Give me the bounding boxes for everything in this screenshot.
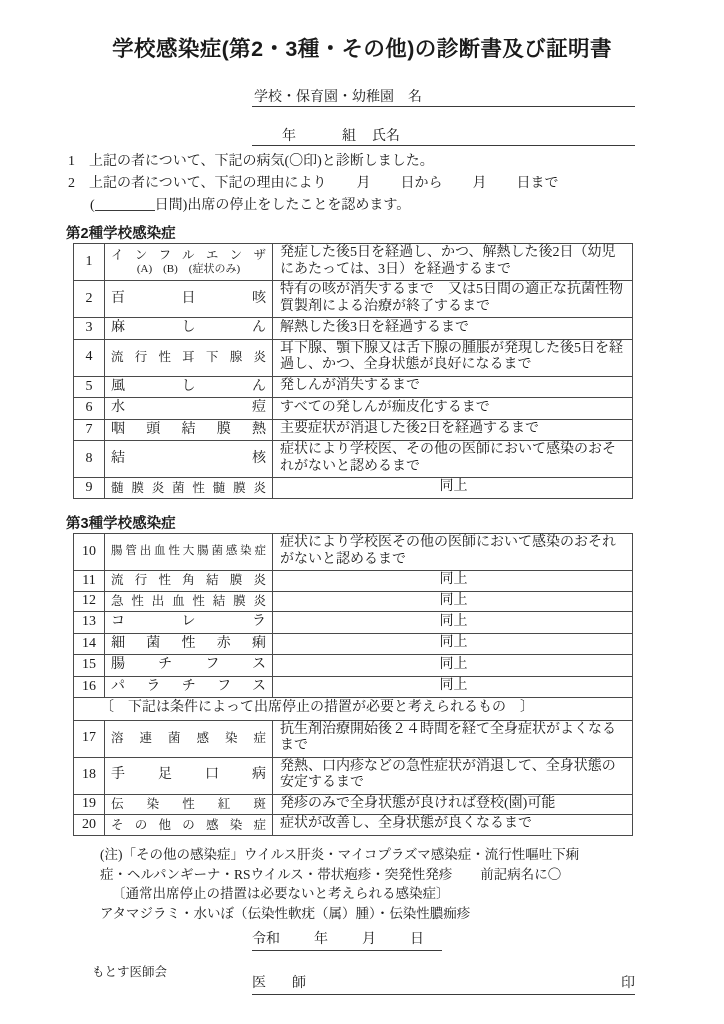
table-row [74, 676, 633, 698]
row-number: 10 [74, 534, 105, 571]
disease-name [105, 815, 273, 836]
paren-open: ( [90, 198, 95, 213]
row-number: 15 [74, 655, 105, 677]
disease-criteria: 抗生剤治療開始後２４時間を経て全身症状がよくなるまで [273, 720, 633, 757]
school-name-fill-line[interactable] [252, 106, 635, 107]
row-number: 1 [74, 244, 105, 281]
disease-name-main: 腸チフス [111, 657, 266, 673]
row-number: 18 [74, 757, 105, 794]
disease-criteria: 症状が改善し、全身状態が良くなるまで [273, 815, 633, 836]
disease-criteria: 症状により学校医その他の医師において感染のおそれがないと認めるまで [273, 534, 633, 571]
table-row [74, 281, 633, 318]
disease-name [105, 376, 273, 398]
section-3-heading: 第3種学校感染症 [66, 516, 176, 532]
disease-name [105, 720, 273, 757]
signature-date-line[interactable] [252, 928, 442, 951]
table-row [74, 376, 633, 398]
disease-criteria: 同上 [273, 655, 633, 677]
month-label: 月 [362, 932, 376, 947]
statement-3-text: 日間)出席の停止をしたことを認めます。 [154, 198, 411, 213]
table-row [74, 757, 633, 794]
row-number: 2 [74, 281, 105, 318]
disease-name-main: 腸管出血性大腸菌感染症 [111, 545, 266, 558]
class-name-label [282, 125, 400, 145]
disease-criteria: 解熱した後3日を経過するまで [273, 318, 633, 340]
disease-name-main: 溶連菌感染症 [111, 731, 266, 746]
row-number: 8 [74, 441, 105, 478]
table-row [74, 633, 633, 655]
row-number: 12 [74, 591, 105, 612]
disease-name-main: 麻しん [111, 320, 266, 336]
table-row [74, 815, 633, 836]
row-number: 14 [74, 633, 105, 655]
table-row [74, 591, 633, 612]
table-row [74, 244, 633, 281]
note-line-1: (注)「その他の感染症」ウイルス肝炎・マイコプラズマ感染症・流行性嘔吐下痢 [100, 847, 580, 862]
disease-name-main: 手足口病 [111, 767, 266, 783]
section-2-table [73, 243, 633, 499]
section-3-table [73, 533, 633, 836]
footer-notes [100, 845, 645, 923]
row-number: 6 [74, 398, 105, 420]
disease-criteria: 同上 [273, 591, 633, 612]
table-row [74, 571, 633, 592]
disease-criteria: 同上 [273, 571, 633, 592]
disease-name-main: インフルエンザ [111, 248, 266, 263]
school-name-label: 学校・保育園・幼稚園 名 [254, 90, 422, 105]
disease-criteria: 発熱、口内疹などの急性症状が消退して、全身状態の安定するまで [273, 757, 633, 794]
disease-criteria: 同上 [273, 633, 633, 655]
disease-name [105, 571, 273, 592]
table-row [74, 478, 633, 499]
disease-criteria: 同上 [273, 612, 633, 634]
note-line-2-text: 症・ヘルパンギーナ・RSウイルス・帯状疱疹・突発性発疹 [100, 866, 453, 882]
table-row [74, 441, 633, 478]
disease-name-main: 流行性耳下腺炎 [111, 350, 266, 365]
row-number: 20 [74, 815, 105, 836]
conditional-note-row [74, 698, 633, 721]
disease-name [105, 441, 273, 478]
disease-criteria: 症状により学校医、その他の医師において感染のおそれがないと認めるまで [273, 441, 633, 478]
disease-name-main: 急性出血性結膜炎 [111, 593, 266, 608]
table-row [74, 318, 633, 340]
row-number: 11 [74, 571, 105, 592]
disease-name-main: パラチフス [111, 678, 266, 694]
disease-name [105, 318, 273, 340]
disease-name [105, 244, 273, 281]
note-line-4: アタマジラミ・水いぼ（伝染性軟疣（属）腫）・伝染性膿痂疹 [100, 905, 471, 921]
disease-name [105, 339, 273, 376]
disease-name-main: 咽頭結膜熱 [111, 421, 266, 437]
statement-2 [68, 172, 558, 192]
note-circle-instruction: 前記病名に〇 [480, 866, 562, 882]
table-row [74, 720, 633, 757]
page-title: 学校感染症(第2・3種・その他)の診断書及び証明書 [112, 37, 612, 61]
seal-label: 印 [621, 976, 635, 991]
year-label: 年 [314, 932, 328, 947]
disease-name-sub: (A) (B) (症状のみ) [136, 262, 241, 275]
row-number: 13 [74, 612, 105, 634]
row-number: 5 [74, 376, 105, 398]
from-month-label: 月 [356, 176, 371, 191]
disease-name [105, 534, 273, 571]
disease-criteria: すべての発しんが痂皮化するまで [273, 398, 633, 420]
to-day-label: 日まで [516, 176, 559, 191]
disease-name-main: 細菌性赤痢 [111, 635, 266, 651]
doctor-signature-line[interactable] [252, 972, 635, 995]
table-row [74, 419, 633, 441]
disease-name-main: コレラ [111, 614, 266, 630]
table-row [74, 534, 633, 571]
conditional-note: 〔 下記は条件によって出席停止の措置が必要と考えられるもの 〕 [74, 698, 633, 721]
table-row [74, 398, 633, 420]
disease-criteria: 特有の咳が消失するまで 又は5日間の適正な抗菌性物質製剤による治療が終了するまで [273, 281, 633, 318]
medical-association-name: もとす医師会 [92, 965, 168, 979]
row-number: 7 [74, 419, 105, 441]
table-row [74, 612, 633, 634]
row-number: 17 [74, 720, 105, 757]
table-row [74, 339, 633, 376]
disease-name-main: 百日咳 [111, 290, 266, 306]
disease-name-main: 流行性角結膜炎 [111, 573, 266, 588]
year-label: 年 [282, 129, 296, 144]
disease-criteria: 同上 [273, 676, 633, 698]
row-number: 9 [74, 478, 105, 499]
disease-name-main: 結核 [111, 450, 266, 466]
disease-name [105, 676, 273, 698]
row-number: 19 [74, 794, 105, 815]
disease-name [105, 794, 273, 815]
row-number: 3 [74, 318, 105, 340]
statement-3 [90, 194, 410, 214]
disease-name-main: 伝染性紅斑 [111, 797, 266, 812]
disease-name [105, 757, 273, 794]
to-month-label: 月 [472, 176, 487, 191]
table-row [74, 794, 633, 815]
days-count-field[interactable] [95, 196, 155, 211]
row-number: 4 [74, 339, 105, 376]
row-number: 16 [74, 676, 105, 698]
disease-name-main: その他の感染症 [111, 817, 266, 832]
disease-name [105, 398, 273, 420]
statement-2-text: 2 上記の者について、下記の理由により [68, 176, 327, 191]
era-label: 令和 [252, 932, 280, 947]
from-day-label: 日から [400, 176, 443, 191]
disease-name [105, 281, 273, 318]
group-label: 組 [342, 129, 356, 144]
disease-name [105, 612, 273, 634]
disease-criteria: 発症した後5日を経過し、かつ、解熱した後2日（幼児にあたっては、3日）を経過するまで [273, 244, 633, 281]
doctor-label: 医 師 [252, 976, 312, 991]
disease-name [105, 419, 273, 441]
disease-criteria: 耳下腺、顎下腺又は舌下腺の腫脹が発現した後5日を経過し、かつ、全身状態が良好になるまで [273, 339, 633, 376]
note-line-3: 〔通常出席停止の措置は必要ないと考えられる感染症〕 [112, 886, 450, 902]
disease-name [105, 478, 273, 499]
class-name-fill-line[interactable] [252, 145, 635, 146]
disease-name-main: 髄膜炎菌性髄膜炎 [111, 480, 266, 495]
disease-criteria: 主要症状が消退した後2日を経過するまで [273, 419, 633, 441]
section-2-heading: 第2種学校感染症 [66, 226, 176, 242]
disease-criteria: 発しんが消失するまで [273, 376, 633, 398]
note-line-2 [100, 865, 645, 885]
disease-criteria: 同上 [273, 478, 633, 499]
day-label: 日 [410, 932, 424, 947]
disease-name [105, 591, 273, 612]
disease-name-main: 水痘 [111, 400, 266, 416]
disease-name [105, 655, 273, 677]
student-name-label: 氏名 [372, 129, 400, 144]
disease-name [105, 633, 273, 655]
disease-name-main: 風しん [111, 378, 266, 394]
statement-1: 1 上記の者について、下記の病気(〇印)と診断しました。 [68, 154, 434, 169]
table-row [74, 655, 633, 677]
disease-criteria: 発疹のみで全身状態が良ければ登校(園)可能 [273, 794, 633, 815]
